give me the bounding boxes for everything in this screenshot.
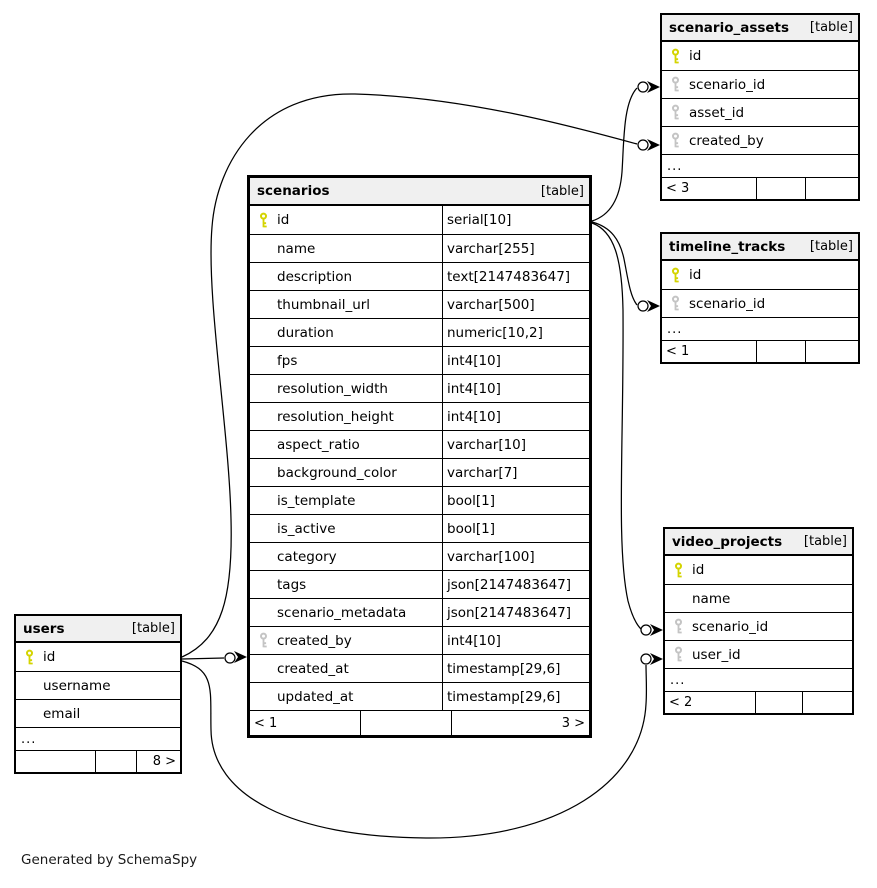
column-name: id bbox=[692, 562, 705, 578]
table-footer bbox=[16, 750, 180, 772]
table-tag: [table] bbox=[540, 183, 584, 199]
table-tag: [table] bbox=[803, 534, 847, 549]
fk-key-icon bbox=[662, 76, 683, 93]
table-scenarios[interactable] bbox=[247, 175, 592, 738]
more-columns-row bbox=[662, 317, 858, 340]
column-row-id[interactable] bbox=[662, 42, 858, 70]
column-name: name bbox=[692, 590, 731, 607]
footer-spacer-cell bbox=[756, 178, 805, 199]
column-row-description[interactable] bbox=[250, 262, 589, 290]
column-name: fps bbox=[277, 352, 298, 369]
column-type: serial[10] bbox=[442, 206, 589, 234]
footer-parent-count: < 3 bbox=[666, 181, 690, 196]
pk-key-icon bbox=[250, 212, 271, 229]
table-video-projects[interactable] bbox=[663, 527, 854, 715]
column-name: duration bbox=[277, 324, 334, 341]
ellipsis-text: ... bbox=[670, 672, 686, 688]
column-type: text[2147483647] bbox=[442, 263, 589, 290]
column-name: id bbox=[689, 48, 702, 64]
column-row-thumbnail_url[interactable] bbox=[250, 290, 589, 318]
column-name: tags bbox=[277, 576, 307, 593]
column-name: asset_id bbox=[689, 104, 745, 121]
column-row-asset_id[interactable] bbox=[662, 98, 858, 126]
table-footer bbox=[662, 340, 858, 362]
column-type: timestamp[29,6] bbox=[442, 655, 589, 682]
table-header bbox=[662, 15, 858, 42]
more-columns-row bbox=[662, 154, 858, 177]
pk-key-icon bbox=[665, 562, 686, 579]
column-row-duration[interactable] bbox=[250, 318, 589, 346]
table-timeline-tracks[interactable] bbox=[660, 232, 860, 364]
column-type: json[2147483647] bbox=[442, 571, 589, 598]
edge-scenarios-id-to-timeline_tracks-scenario_id bbox=[592, 222, 660, 312]
fk-key-icon bbox=[662, 132, 683, 149]
column-type: int4[10] bbox=[442, 375, 589, 402]
table-footer bbox=[665, 691, 852, 713]
fk-key-icon bbox=[665, 618, 686, 635]
column-row-scenario_id[interactable] bbox=[665, 612, 852, 640]
ellipsis-text: ... bbox=[667, 321, 683, 337]
more-columns-row bbox=[665, 668, 852, 691]
table-header bbox=[16, 616, 180, 643]
column-row-created_by[interactable] bbox=[250, 626, 589, 654]
table-name[interactable]: users bbox=[23, 620, 65, 637]
column-row-created_by[interactable] bbox=[662, 126, 858, 154]
table-tag: [table] bbox=[131, 621, 175, 636]
generator-caption: Generated by SchemaSpy bbox=[21, 852, 198, 868]
pk-key-icon bbox=[662, 267, 683, 284]
table-header bbox=[662, 234, 858, 261]
column-type: numeric[10,2] bbox=[442, 319, 589, 346]
table-name[interactable]: video_projects bbox=[672, 533, 783, 550]
table-header bbox=[250, 178, 589, 206]
column-row-scenario_id[interactable] bbox=[662, 70, 858, 98]
footer-child-count bbox=[805, 178, 858, 199]
column-row-user_id[interactable] bbox=[665, 640, 852, 668]
column-row-id[interactable] bbox=[665, 556, 852, 584]
column-name: updated_at bbox=[277, 688, 354, 705]
table-tag: [table] bbox=[809, 20, 853, 35]
ellipsis-text: ... bbox=[21, 731, 37, 747]
column-name: id bbox=[277, 212, 290, 228]
column-type: varchar[100] bbox=[442, 543, 589, 570]
column-name: scenario_id bbox=[692, 618, 769, 635]
column-type: varchar[500] bbox=[442, 291, 589, 318]
column-row-updated_at[interactable] bbox=[250, 682, 589, 710]
table-name[interactable]: scenarios bbox=[257, 183, 330, 199]
column-name: resolution_width bbox=[277, 380, 388, 397]
table-name[interactable]: timeline_tracks bbox=[669, 238, 786, 255]
column-name: scenario_id bbox=[689, 76, 766, 93]
column-name: resolution_height bbox=[277, 408, 394, 425]
column-type: varchar[7] bbox=[442, 459, 589, 486]
column-name: id bbox=[689, 267, 702, 283]
column-name: created_at bbox=[277, 660, 349, 677]
column-name: name bbox=[277, 240, 316, 257]
column-name: thumbnail_url bbox=[277, 296, 371, 313]
fk-key-icon bbox=[662, 295, 683, 312]
column-row-created_at[interactable] bbox=[250, 654, 589, 682]
footer-spacer-cell bbox=[755, 692, 802, 713]
column-row-is_template[interactable] bbox=[250, 486, 589, 514]
column-type: varchar[10] bbox=[442, 431, 589, 458]
fk-key-icon bbox=[662, 104, 683, 121]
footer-spacer-cell bbox=[360, 711, 451, 735]
column-name: id bbox=[43, 649, 56, 665]
column-row-aspect_ratio[interactable] bbox=[250, 430, 589, 458]
footer-child-count: 8 > bbox=[136, 751, 180, 772]
footer-child-count bbox=[805, 341, 858, 362]
footer-parent-count: < 1 bbox=[666, 344, 690, 359]
column-rows bbox=[662, 261, 858, 340]
footer-spacer-cell bbox=[756, 341, 805, 362]
column-row-id[interactable] bbox=[662, 261, 858, 289]
column-row-id[interactable] bbox=[250, 206, 589, 234]
edge-scenarios-id-to-video_projects-scenario_id bbox=[592, 223, 663, 636]
pk-key-icon bbox=[16, 649, 37, 666]
column-row-scenario_metadata[interactable] bbox=[250, 598, 589, 626]
column-row-background_color[interactable] bbox=[250, 458, 589, 486]
fk-key-icon bbox=[250, 632, 271, 649]
column-name: scenario_metadata bbox=[277, 604, 407, 621]
edge-scenarios-id-to-scenario_assets-scenario_id bbox=[592, 81, 660, 221]
column-type: int4[10] bbox=[442, 347, 589, 374]
column-name: username bbox=[43, 677, 111, 694]
column-row-resolution_height[interactable] bbox=[250, 402, 589, 430]
table-footer bbox=[250, 710, 589, 735]
pk-key-icon bbox=[662, 48, 683, 65]
column-type: bool[1] bbox=[442, 487, 589, 514]
ellipsis-text: ... bbox=[667, 158, 683, 174]
table-tag: [table] bbox=[809, 239, 853, 254]
column-row-id[interactable] bbox=[16, 643, 180, 671]
footer-parent-count: < 2 bbox=[669, 695, 693, 710]
column-row-resolution_width[interactable] bbox=[250, 374, 589, 402]
column-type: int4[10] bbox=[442, 627, 589, 654]
column-row-scenario_id[interactable] bbox=[662, 289, 858, 317]
column-row-fps[interactable] bbox=[250, 346, 589, 374]
table-name[interactable]: scenario_assets bbox=[669, 19, 790, 36]
table-footer bbox=[662, 177, 858, 199]
table-scenario-assets[interactable] bbox=[660, 13, 860, 201]
column-row-username[interactable] bbox=[16, 671, 180, 699]
column-row-email[interactable] bbox=[16, 699, 180, 727]
column-rows bbox=[16, 643, 180, 750]
more-columns-row bbox=[16, 727, 180, 750]
column-rows bbox=[250, 206, 589, 710]
footer-parent-count bbox=[16, 751, 95, 772]
column-name: created_by bbox=[277, 632, 352, 649]
footer-child-count: 3 > bbox=[451, 711, 589, 735]
column-type: timestamp[29,6] bbox=[442, 683, 589, 710]
column-name: is_template bbox=[277, 492, 356, 509]
column-rows bbox=[662, 42, 858, 177]
column-name: user_id bbox=[692, 646, 741, 663]
column-name: is_active bbox=[277, 520, 336, 537]
column-row-category[interactable] bbox=[250, 542, 589, 570]
column-name: description bbox=[277, 268, 353, 285]
column-type: varchar[255] bbox=[442, 235, 589, 262]
footer-parent-count: < 1 bbox=[254, 715, 278, 731]
column-row-name[interactable] bbox=[250, 234, 589, 262]
footer-spacer-cell bbox=[95, 751, 136, 772]
table-users[interactable] bbox=[14, 614, 182, 774]
column-row-tags[interactable] bbox=[250, 570, 589, 598]
column-name: created_by bbox=[689, 132, 764, 149]
column-type: int4[10] bbox=[442, 403, 589, 430]
fk-key-icon bbox=[665, 646, 686, 663]
footer-child-count bbox=[802, 692, 853, 713]
column-name: background_color bbox=[277, 464, 397, 481]
column-type: json[2147483647] bbox=[442, 599, 589, 626]
column-type: bool[1] bbox=[442, 515, 589, 542]
table-header bbox=[665, 529, 852, 556]
column-name: aspect_ratio bbox=[277, 436, 360, 453]
column-name: category bbox=[277, 548, 337, 565]
column-name: email bbox=[43, 705, 81, 722]
column-row-name[interactable] bbox=[665, 584, 852, 612]
column-rows bbox=[665, 556, 852, 691]
column-name: scenario_id bbox=[689, 295, 766, 312]
edge-users-id-to-scenarios-created_by bbox=[182, 651, 247, 663]
column-row-is_active[interactable] bbox=[250, 514, 589, 542]
